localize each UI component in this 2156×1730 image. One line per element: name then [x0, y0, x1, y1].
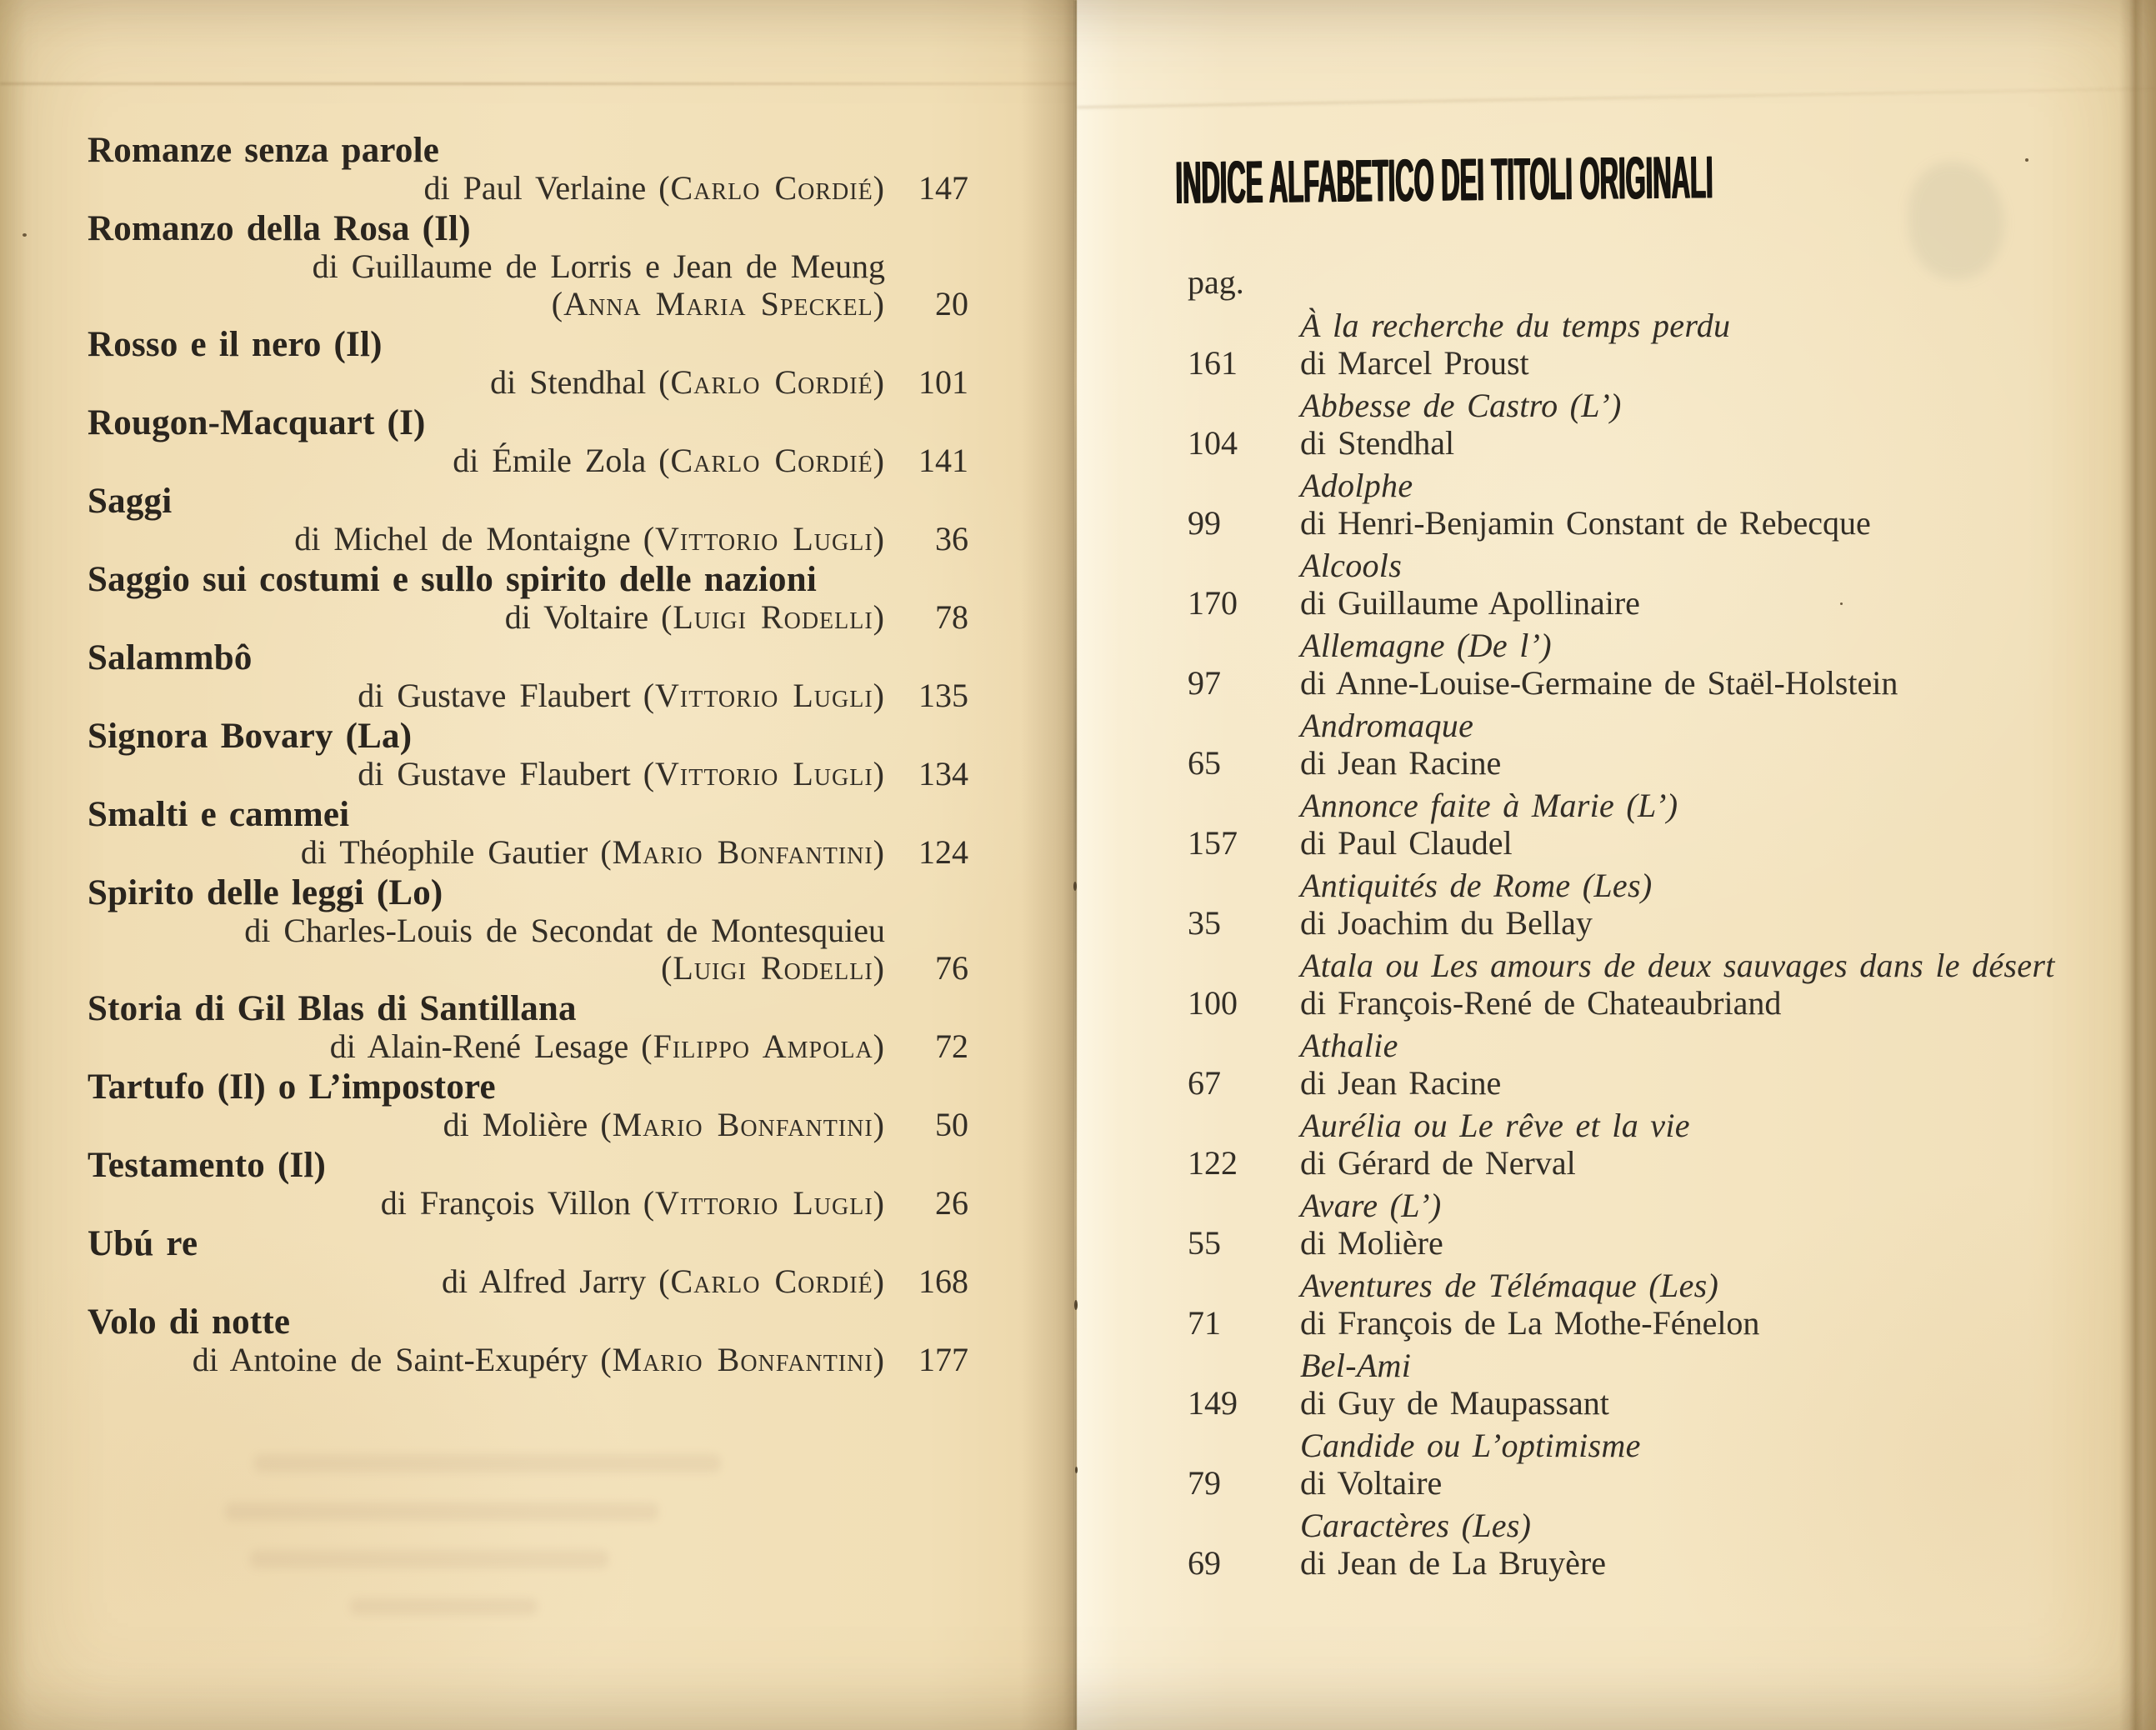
entry-author: di Jean Racine: [1300, 744, 1502, 782]
entry-author-line: [1188, 344, 2138, 382]
entry-author: di François-René de Chateaubriand: [1300, 984, 1782, 1022]
entry-title: Aventures de Télémaque (Les): [1300, 1267, 1719, 1304]
entry-author: di Voltaire: [504, 598, 649, 636]
entry-title: Andromaque: [1300, 707, 1474, 744]
index-entry: [1188, 307, 2138, 382]
entry-title: Signora Bovary (La): [88, 717, 413, 756]
entry-page-number: 101: [918, 363, 968, 401]
entry-page-number: 67: [1188, 1064, 1221, 1102]
paper-speck: [2025, 158, 2028, 162]
entry-curator: (Vittorio Lugli): [643, 755, 885, 792]
entry-page-number: 71: [1188, 1304, 1221, 1342]
entry-curator: (Mario Bonfantini): [600, 1341, 885, 1378]
entry-author: di Guy de Maupassant: [1300, 1384, 1609, 1422]
entry-page-number: 55: [1188, 1224, 1221, 1262]
entry-author: di Alfred Jarry: [441, 1262, 647, 1300]
entry-curator: (Mario Bonfantini): [600, 1106, 885, 1143]
entry-page-number: 149: [1188, 1384, 1238, 1422]
entry-title-line: [1188, 787, 2138, 824]
entry-author: di Henri-Benjamin Constant de Rebecque: [1300, 504, 1871, 542]
entry-title: Antiquités de Rome (Les): [1300, 867, 1653, 904]
entry-page-number: 157: [1188, 824, 1238, 862]
entry-author: di Joachim du Bellay: [1300, 904, 1593, 942]
entry-title: Allemagne (De l’): [1300, 627, 1552, 664]
entry-author-line: [1188, 984, 2138, 1022]
entry-title: Saggi: [88, 482, 173, 521]
entry-author: di Molière: [443, 1106, 588, 1143]
index-italian-titles: [83, 132, 968, 1382]
index-entry: [1188, 387, 2138, 462]
entry-page-number: 170: [1188, 584, 1238, 622]
entry-author-line: [1188, 1304, 2138, 1342]
entry-page-number: 124: [918, 833, 968, 871]
entry-author: di Guillaume Apollinaire: [1300, 584, 1640, 622]
entry-page-number: 122: [1188, 1144, 1238, 1182]
entry-page-number: 78: [935, 598, 968, 636]
paper-speck: [23, 233, 27, 237]
entry-curator: (Vittorio Lugli): [643, 677, 885, 714]
entry-page-number: 100: [1188, 984, 1238, 1022]
entry-author-line: [1188, 824, 2138, 862]
index-entry: [1188, 1347, 2138, 1422]
entry-page-number: 35: [1188, 904, 1221, 942]
entry-author-line: [1188, 1464, 2138, 1502]
entry-title: Tartufo (Il) o L’impostore: [88, 1068, 496, 1107]
entry-page-number: 26: [935, 1184, 968, 1222]
entry-curator: (Carlo Cordié): [658, 442, 885, 479]
entry-page-number: 99: [1188, 504, 1221, 542]
fold-crease: [1077, 88, 2156, 109]
entry-author: di Gustave Flaubert: [358, 755, 631, 792]
entry-title: Salammbô: [88, 638, 253, 678]
entry-title-line: [1188, 867, 2138, 904]
index-entry: [1188, 707, 2138, 782]
entry-author-line: [1188, 904, 2138, 942]
entry-title: Abbesse de Castro (L’): [1300, 387, 1622, 424]
entry-title: À la recherche du temps perdu: [1300, 307, 1731, 344]
toc-entry: [83, 1147, 968, 1222]
entry-page-number: 79: [1188, 1464, 1221, 1502]
entry-curator: (Mario Bonfantini): [600, 833, 885, 871]
toc-entry: [83, 561, 968, 636]
entry-author-line: [83, 248, 968, 285]
entry-author-line: [83, 169, 968, 207]
entry-title: Smalti e cammei: [88, 795, 350, 834]
entry-title-line: [1188, 547, 2138, 584]
entry-author: di Gérard de Nerval: [1300, 1144, 1576, 1182]
toc-entry: [83, 796, 968, 871]
entry-author: di Stendhal: [1300, 424, 1455, 462]
fold-crease: [0, 82, 1077, 85]
entry-title-line: [1188, 1267, 2138, 1304]
entry-curator: (Vittorio Lugli): [643, 520, 885, 558]
entry-page-number: 161: [1188, 344, 1238, 382]
entry-title: Annonce faite à Marie (L’): [1300, 787, 1678, 824]
entry-page-number: 97: [1188, 664, 1221, 702]
show-through-stain: [225, 1502, 658, 1521]
index-entry: [1188, 1267, 2138, 1342]
entry-title-line: [1188, 1027, 2138, 1064]
entry-author: di Gustave Flaubert: [358, 677, 631, 714]
entry-page-number: 72: [935, 1028, 968, 1065]
entry-page-number: 36: [935, 520, 968, 558]
entry-title: Caractères (Les): [1300, 1507, 1532, 1544]
entry-author: di Voltaire: [1300, 1464, 1443, 1502]
entry-page-number: 135: [918, 677, 968, 714]
entry-author-line: [83, 833, 968, 871]
entry-author: di François de La Mothe-Fénelon: [1300, 1304, 1760, 1342]
index-entry: [1188, 1107, 2138, 1182]
entry-title-line: [1188, 947, 2138, 984]
show-through-stain: [250, 1550, 608, 1568]
entry-author-line: [1188, 744, 2138, 782]
entry-page-number: 177: [918, 1341, 968, 1378]
entry-title-line: [1188, 627, 2138, 664]
entry-title: Testamento (Il): [88, 1146, 327, 1185]
toc-entry: [83, 1303, 968, 1378]
entry-title: Ubú re: [88, 1224, 198, 1263]
entry-author: di François Villon: [380, 1184, 631, 1222]
entry-author-line: [83, 1106, 968, 1143]
toc-entry: [83, 990, 968, 1065]
entry-page-number: 69: [1188, 1544, 1221, 1582]
toc-entry: [83, 482, 968, 558]
right-page: [1077, 0, 2156, 1730]
entry-title: Storia di Gil Blas di Santillana: [88, 989, 577, 1028]
index-entry: [1188, 1187, 2138, 1262]
show-through-stain: [1908, 162, 2004, 279]
entry-page-number: 168: [918, 1262, 968, 1300]
toc-entry: [83, 1068, 968, 1143]
gutter-shadow: [1021, 0, 1074, 1730]
toc-entry: [83, 639, 968, 714]
toc-entry: [83, 1225, 968, 1300]
show-through-stain: [350, 1598, 538, 1615]
entry-author-line: [1188, 1224, 2138, 1262]
entry-author-line: [83, 912, 968, 949]
entry-author-line: [83, 1184, 968, 1222]
entry-author-line: [1188, 1064, 2138, 1102]
index-entry: [1188, 547, 2138, 622]
paper-speck: [1074, 1300, 1078, 1310]
toc-entry: [83, 210, 968, 322]
entry-title: Alcools: [1300, 547, 1403, 584]
index-entry: [1188, 947, 2138, 1022]
entry-title: Candide ou L’optimisme: [1300, 1427, 1641, 1464]
left-page: [0, 0, 1077, 1730]
entry-page-number: 20: [935, 285, 968, 322]
entry-title: Spirito delle leggi (Lo): [88, 873, 443, 912]
entry-curator: (Filippo Ampola): [641, 1028, 885, 1065]
entry-author-line: [1188, 1144, 2138, 1182]
entry-page-number: 76: [935, 949, 968, 987]
entry-author: di Alain-René Lesage: [329, 1028, 629, 1065]
entry-author: di Marcel Proust: [1300, 344, 1529, 382]
entry-author-line: [83, 755, 968, 792]
toc-entry: [83, 326, 968, 401]
entry-page-number: 65: [1188, 744, 1221, 782]
entry-author: di Jean Racine: [1300, 1064, 1502, 1102]
index-entry: [1188, 1507, 2138, 1582]
entry-title: Volo di notte: [88, 1302, 291, 1342]
entry-title-line: [1188, 1187, 2138, 1224]
page-column-label: pag.: [1188, 263, 1244, 301]
paper-speck: [1840, 602, 1843, 605]
entry-author-line: [1188, 1384, 2138, 1422]
entry-title: Aurélia ou Le rêve et la vie: [1300, 1107, 1690, 1144]
index-header: INDICE ALFABETICO DEI TITOLI ORIGINALI: [1174, 144, 1713, 217]
entry-author-line: [1188, 664, 2138, 702]
entry-title: Bel-Ami: [1300, 1347, 1412, 1384]
entry-title: Avare (L’): [1300, 1187, 1442, 1224]
entry-author-line: [83, 598, 968, 636]
show-through-stain: [254, 1454, 721, 1472]
entry-title: Rougon-Macquart (I): [88, 403, 426, 442]
entry-title: Rosso e il nero (Il): [88, 325, 383, 364]
toc-entry: [83, 874, 968, 987]
entry-author: di Stendhal: [490, 363, 647, 401]
entry-author-line: [83, 1262, 968, 1300]
entry-curator: (Carlo Cordié): [658, 363, 885, 401]
entry-author: di Paul Verlaine: [423, 169, 647, 207]
index-entry: [1188, 1027, 2138, 1102]
entry-author: di Guillaume de Lorris e Jean de Meung: [312, 248, 885, 285]
entry-title: Saggio sui costumi e sullo spirito delle nazioni: [88, 560, 817, 599]
index-entry: [1188, 787, 2138, 862]
entry-page-number: 104: [1188, 424, 1238, 462]
entry-title: Romanzo della Rosa (Il): [88, 209, 471, 248]
index-entry: [1188, 1427, 2138, 1502]
entry-author: di Jean de La Bruyère: [1300, 1544, 1606, 1582]
entry-author: di Émile Zola: [453, 442, 647, 479]
entry-title-line: [1188, 387, 2138, 424]
entry-author-line: [83, 442, 968, 479]
toc-entry: [83, 404, 968, 479]
entry-title: Athalie: [1300, 1027, 1398, 1064]
entry-title: Romanze senza parole: [88, 131, 440, 170]
entry-title-line: [1188, 1507, 2138, 1544]
index-original-titles: [1188, 307, 2138, 1587]
entry-author: di Charles-Louis de Secondat de Montesquieu: [244, 912, 885, 949]
entry-author: di Antoine de Saint-Exupéry: [192, 1341, 588, 1378]
entry-curator: (Luigi Rodelli): [661, 598, 885, 636]
entry-author-line: [83, 363, 968, 401]
entry-author: di Anne-Louise-Germaine de Staël-Holstein: [1300, 664, 1898, 702]
index-entry: [1188, 627, 2138, 702]
entry-author-line: [1188, 584, 2138, 622]
entry-title-line: [1188, 707, 2138, 744]
paper-speck: [1073, 882, 1077, 891]
entry-title-line: [1188, 1347, 2138, 1384]
entry-page-number: 147: [918, 169, 968, 207]
entry-curator: (Anna Maria Speckel): [551, 285, 885, 322]
entry-author-line: [1188, 424, 2138, 462]
entry-author-line: [83, 1028, 968, 1065]
entry-author-line: [83, 1341, 968, 1378]
entry-author: di Molière: [1300, 1224, 1443, 1262]
entry-author: di Théophile Gautier: [300, 833, 588, 871]
entry-curator-line: [83, 285, 968, 322]
entry-page-number: 134: [918, 755, 968, 792]
entry-curator: (Luigi Rodelli): [661, 949, 885, 987]
entry-author-line: [1188, 504, 2138, 542]
entry-title: Atala ou Les amours de deux sauvages dans le désert: [1300, 947, 2055, 984]
index-entry: [1188, 867, 2138, 942]
entry-curator: (Vittorio Lugli): [643, 1184, 885, 1222]
toc-entry: [83, 718, 968, 792]
entry-author: di Michel de Montaigne: [294, 520, 631, 558]
entry-title-line: [1188, 467, 2138, 504]
entry-title-line: [1188, 307, 2138, 344]
entry-page-number: 50: [935, 1106, 968, 1143]
toc-entry: [83, 132, 968, 207]
entry-author-line: [83, 677, 968, 714]
entry-page-number: 141: [918, 442, 968, 479]
entry-author-line: [1188, 1544, 2138, 1582]
entry-title: Adolphe: [1300, 467, 1413, 504]
entry-curator: (Carlo Cordié): [658, 1262, 885, 1300]
index-entry: [1188, 467, 2138, 542]
entry-title-line: [1188, 1107, 2138, 1144]
entry-author: di Paul Claudel: [1300, 824, 1513, 862]
entry-curator: (Carlo Cordié): [658, 169, 885, 207]
entry-title-line: [1188, 1427, 2138, 1464]
entry-author-line: [83, 520, 968, 558]
entry-curator-line: [83, 949, 968, 987]
paper-speck: [1075, 1467, 1078, 1473]
